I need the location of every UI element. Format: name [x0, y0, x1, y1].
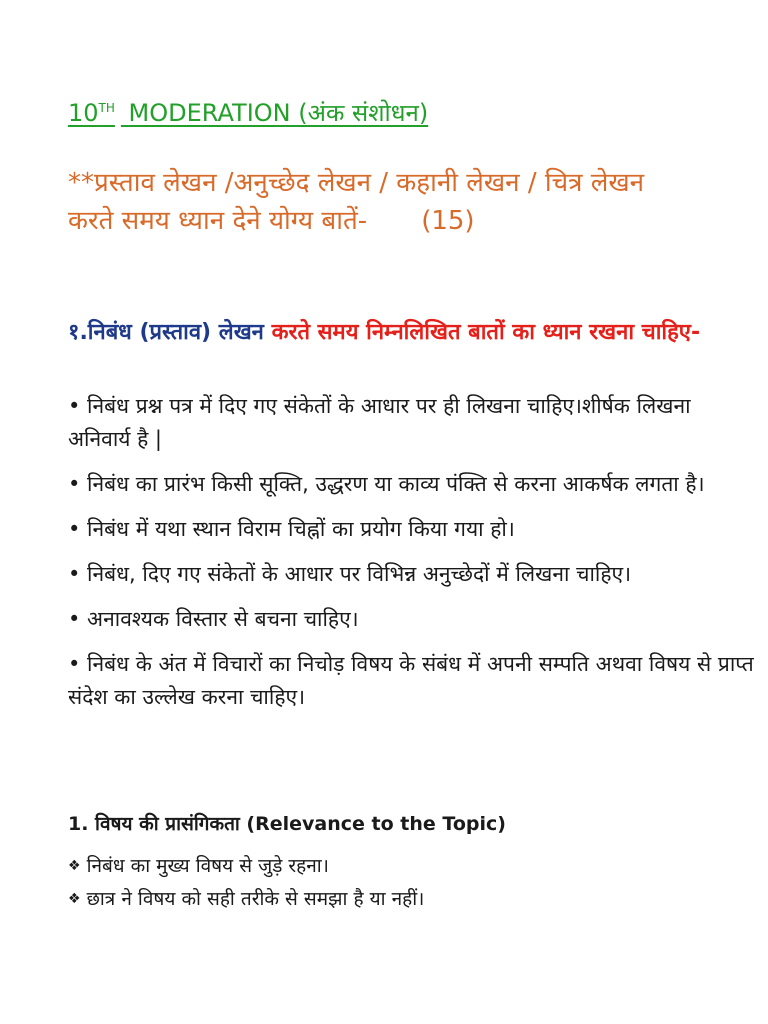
subtitle-line-2-text: करते समय ध्यान देने योग्य बातें- — [68, 206, 368, 236]
criterion-heading: 1. विषय की प्रासंगिकता (Relevance to the Topic) — [68, 813, 506, 835]
criterion-point — [68, 850, 758, 883]
subtitle-line-2 — [68, 202, 758, 240]
bullet-item: • निबंध का प्रारंभ किसी सूक्ति, उद्धरण या काव्य पंक्ति से करना आकर्षक लगता है। — [68, 472, 705, 496]
title-grade: 10 — [68, 99, 99, 127]
bullet-item: • निबंध प्रश्न पत्र में दिए गए संकेतों के आधार पर ही लिखना चाहिए।शीर्षक लिखना अनिवार्य है | — [68, 394, 691, 451]
diamond-bullet-icon: ❖ — [68, 858, 81, 874]
title-text: MODERATION (अंक संशोधन) — [128, 99, 429, 127]
title-superscript: TH — [98, 101, 115, 115]
criterion-point-text: छात्र ने विषय को सही तरीके से समझा है या नहीं। — [86, 888, 425, 910]
bullet-list — [68, 390, 758, 726]
bullet-item: • निबंध, दिए गए संकेतों के आधार पर विभिन्न अनुच्छेदों में लिखना चाहिए। — [68, 562, 632, 586]
bullet-item: • अनावश्यक विस्तार से बचना चाहिए। — [68, 607, 359, 631]
criterion-points — [68, 850, 758, 916]
page-subtitle — [68, 164, 758, 240]
diamond-bullet-icon: ❖ — [68, 891, 81, 907]
section-heading-rest: करते समय निम्नलिखित बातों का ध्यान रखना चाहिए- — [271, 320, 701, 345]
subtitle-line-1: **प्रस्ताव लेखन /अनुच्छेद लेखन / कहानी लेखन / चित्र लेखन — [68, 168, 645, 198]
criterion-point — [68, 883, 758, 916]
section-heading-number: १.निबंध (प्रस्ताव) लेखन — [68, 320, 264, 345]
page-title — [68, 96, 428, 129]
section-heading — [68, 316, 748, 350]
bullet-item: • निबंध के अंत में विचारों का निचोड़ विषय के संबंध में अपनी सम्पति अथवा विषय से प्राप्त संदेश का उल्लेख करना चाहिए। — [68, 652, 754, 709]
subtitle-marks: (15) — [421, 206, 475, 236]
criterion-point-text: निबंध का मुख्य विषय से जुड़े रहना। — [86, 855, 329, 877]
bullet-item: • निबंध में यथा स्थान विराम चिह्नों का प्रयोग किया गया हो। — [68, 517, 515, 541]
